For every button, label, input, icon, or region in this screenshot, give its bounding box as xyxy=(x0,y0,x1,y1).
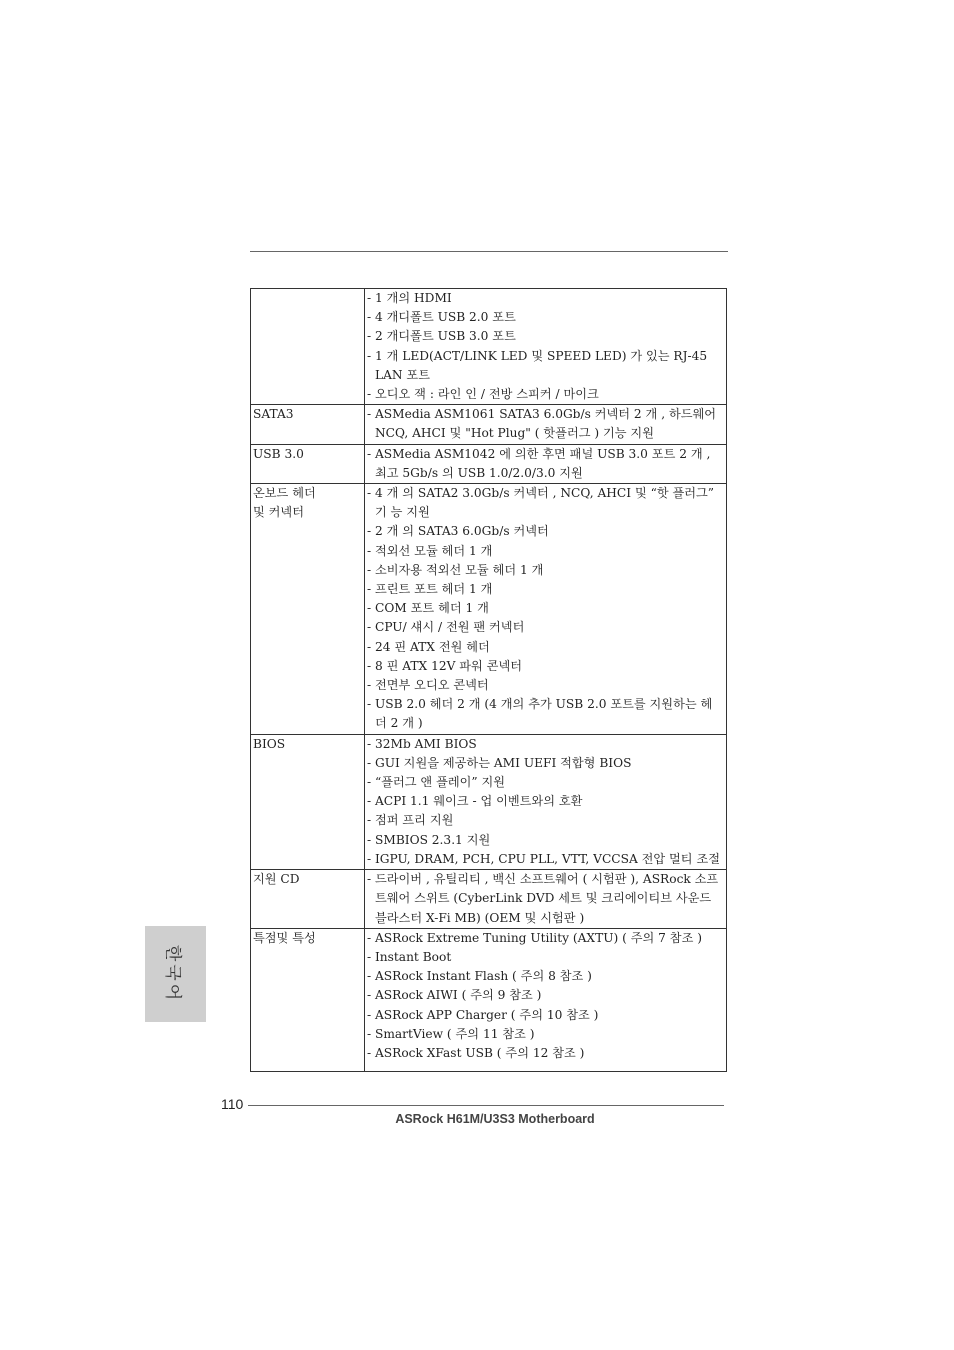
spec-item: - ASRock XFast USB ( 주의 12 참조 ) xyxy=(367,1045,585,1060)
spec-item: - 전면부 오디오 콘넥터 xyxy=(367,678,489,693)
spec-item: - 2 개 의 SATA3 6.0Gb/s 커넥터 xyxy=(367,524,549,539)
spec-items-cell xyxy=(365,405,727,444)
spec-item: - 드라이버 , 유틸리티 , 백신 소프트웨어 ( 시험판 ), ASRock 소프트웨어 스위트 (CyberLink DVD 세트 및 크리에이티브 사운드 블라스터 X-Fi MB) (OEM 및 시험판 ) xyxy=(367,872,719,925)
spec-item: - 소비자용 적외선 모듈 헤더 1 개 xyxy=(367,562,544,577)
spec-row xyxy=(251,928,727,1071)
spec-label: 지원 CD xyxy=(253,872,300,887)
spec-label-cell xyxy=(251,289,365,405)
footer-rule xyxy=(248,1105,724,1106)
spec-item: - USB 2.0 헤더 2 개 (4 개의 추가 USB 2.0 포트를 지원하는 헤더 2 개 ) xyxy=(367,697,713,731)
spec-items-cell xyxy=(365,870,727,929)
spec-item: - 4 개 의 SATA2 3.0Gb/s 커넥터 , NCQ, AHCI 및 “핫 플러그” 기 능 지원 xyxy=(367,486,715,520)
spec-table xyxy=(250,288,727,1072)
spec-label-cell xyxy=(251,484,365,735)
spec-item: - 오디오 잭 : 라인 인 / 전방 스피커 / 마이크 xyxy=(367,387,599,402)
spec-item: - ASMedia ASM1061 SATA3 6.0Gb/s 커넥터 2 개 , 하드웨어 NCQ, AHCI 및 "Hot Plug" ( 핫플러그 ) 기능 지원 xyxy=(367,407,717,441)
spec-items-cell xyxy=(365,444,727,483)
footer-title: ASRock H61M/U3S3 Motherboard xyxy=(395,1112,595,1126)
spec-item: - 1 개 LED(ACT/LINK LED 및 SPEED LED) 가 있는 RJ-45 LAN 포트 xyxy=(367,348,708,382)
spec-item: - 2 개디폴트 USB 3.0 포트 xyxy=(367,329,516,344)
spec-item: - 프린트 포트 헤더 1 개 xyxy=(367,582,493,597)
spec-label-cell xyxy=(251,928,365,1071)
spec-label-cell xyxy=(251,444,365,483)
spec-row xyxy=(251,484,727,735)
spec-item: - ASRock Extreme Tuning Utility (AXTU) ( 주의 7 참조 ) xyxy=(367,930,702,945)
spec-items-cell xyxy=(365,289,727,405)
spec-item: - 8 핀 ATX 12V 파워 콘넥터 xyxy=(367,658,523,673)
spec-label: 특점및 특성 xyxy=(253,930,316,945)
spec-item: - 점퍼 프리 지원 xyxy=(367,813,454,828)
spec-item: - 32Mb AMI BIOS xyxy=(367,736,477,751)
spec-row xyxy=(251,289,727,405)
spec-item: - ASMedia ASM1042 에 의한 후면 패널 USB 3.0 포트 2 개 , 최고 5Gb/s 의 USB 1.0/2.0/3.0 지원 xyxy=(367,446,711,480)
spec-item: - COM 포트 헤더 1 개 xyxy=(367,601,489,616)
spec-label: SATA3 xyxy=(253,407,294,422)
spec-item: - 1 개의 HDMI xyxy=(367,291,452,305)
spec-label: 온보드 헤더 xyxy=(253,486,316,501)
top-rule xyxy=(250,251,728,252)
spec-label-cell xyxy=(251,734,365,869)
spec-item: - 적외선 모듈 헤더 1 개 xyxy=(367,543,493,558)
spec-item: - 4 개디폴트 USB 2.0 포트 xyxy=(367,310,516,325)
spec-items-cell xyxy=(365,484,727,735)
spec-row xyxy=(251,405,727,444)
spec-row xyxy=(251,734,727,869)
spec-item: - IGPU, DRAM, PCH, CPU PLL, VTT, VCCSA 전압 멀티 조절 xyxy=(367,851,721,866)
spec-items-cell xyxy=(365,734,727,869)
spec-item: - SmartView ( 주의 11 참조 ) xyxy=(367,1026,535,1041)
spec-label: USB 3.0 xyxy=(253,446,304,461)
spec-item: - CPU/ 섀시 / 전원 팬 커넥터 xyxy=(367,620,525,635)
spec-table-body xyxy=(251,289,727,1072)
spec-item: - 24 핀 ATX 전원 헤더 xyxy=(367,639,490,654)
page-number: 110 xyxy=(221,1096,244,1112)
spec-label-cell xyxy=(251,870,365,929)
spec-item: - GUI 지원을 제공하는 AMI UEFI 적합형 BIOS xyxy=(367,755,632,770)
spec-item: - Instant Boot xyxy=(367,949,452,964)
spec-item: - SMBIOS 2.3.1 지원 xyxy=(367,832,491,847)
spec-item: - “플러그 앤 플레이” 지원 xyxy=(367,775,506,790)
spec-item: - ACPI 1.1 웨이크 - 업 이벤트와의 호환 xyxy=(367,794,583,809)
spec-label: BIOS xyxy=(253,736,286,751)
spec-row xyxy=(251,870,727,929)
spec-label-cell xyxy=(251,405,365,444)
language-side-tab xyxy=(145,926,206,1022)
spec-item: - ASRock Instant Flash ( 주의 8 참조 ) xyxy=(367,969,592,984)
spec-item: - ASRock APP Charger ( 주의 10 참조 ) xyxy=(367,1007,599,1022)
spec-items-cell xyxy=(365,928,727,1071)
side-tab-label: 한국어 xyxy=(162,944,183,1004)
spec-item: - ASRock AIWI ( 주의 9 참조 ) xyxy=(367,988,542,1003)
spec-row xyxy=(251,444,727,483)
spec-label: 및 커넥터 xyxy=(253,505,304,520)
